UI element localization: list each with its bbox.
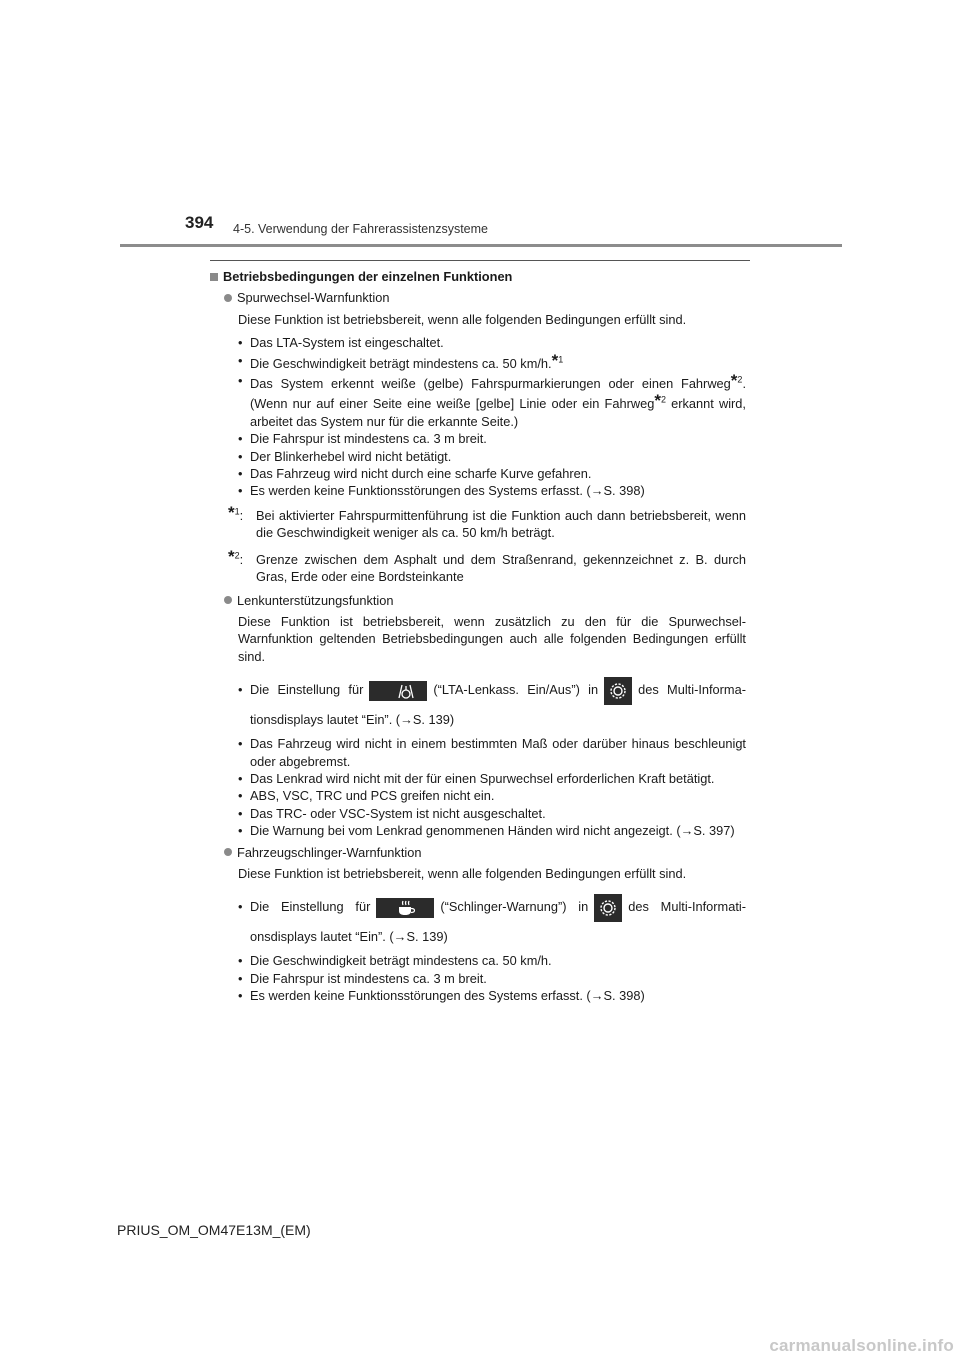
- settings-gear-icon: [604, 677, 632, 705]
- list-item: • Die Warnung bei vom Lenkrad genommenen Händen wird nicht angezeigt. (→S. 397): [238, 822, 746, 839]
- list-item: • Das Fahrzeug wird nicht durch eine scharfe Kurve gefahren.: [238, 465, 746, 482]
- list-item: • Das Fahrzeug wird nicht in einem bestimmten Maß oder darüber hinaus beschleunigt oder abgebremst.: [238, 735, 746, 770]
- lane-departure-intro: Diese Funktion ist betriebsbereit, wenn alle folgenden Bedingungen erfüllt sind.: [238, 311, 687, 327]
- list-item: • Die Einstellung für (“LTA-Lenkass. Ein/Aus”) in des Multi-Informa-tionsdisplays lautet “Ein”. (→S. 139): [238, 675, 746, 735]
- list-item: • Es werden keine Funktionsstörungen des Systems erfasst. (→S. 398): [238, 482, 746, 499]
- steering-assist-heading: Lenkunterstützungsfunktion: [210, 592, 746, 609]
- section-rule: [210, 260, 750, 261]
- list-item: • Das TRC- oder VSC-System ist nicht ausgeschaltet.: [238, 805, 746, 822]
- footnote-star: *: [654, 391, 661, 411]
- list-item: • Der Blinkerhebel wird nicht betätigt.: [238, 448, 746, 465]
- list-item: • Die Fahrspur ist mindestens ca. 3 m breit.: [238, 430, 746, 447]
- lane-departure-conditions: [238, 334, 746, 500]
- list-item: • Das Lenkrad wird nicht mit der für einen Spurwechsel erforderlichen Kraft betätigt.: [238, 770, 746, 787]
- steering-assist-intro: Diese Funktion ist betriebsbereit, wenn zusätzlich zu den für die Spurwechsel-Warnfunktion geltenden Betriebsbedingungen auch alle folgenden Bedingungen erfüllt sind.: [238, 613, 746, 664]
- settings-gear-icon: [594, 894, 622, 922]
- sway-warning-intro: Diese Funktion ist betriebsbereit, wenn alle folgenden Bedingungen erfüllt sind.: [238, 865, 687, 881]
- list-item: • Die Einstellung für (“Schlinger-Warnung”) in des Multi-Informati-onsdisplays lautet “Ein”. (→S. 139): [238, 892, 746, 952]
- page-number: 394: [185, 213, 214, 232]
- footnote-star: *: [228, 546, 235, 566]
- list-item: • ABS, VSC, TRC und PCS greifen nicht ein.: [238, 787, 746, 804]
- square-bullet-icon: [210, 273, 218, 281]
- sway-warning-heading: Fahrzeugschlinger-Warnfunktion: [210, 844, 746, 861]
- list-item: • Die Fahrspur ist mindestens ca. 3 m breit.: [238, 970, 746, 987]
- coffee-cup-icon: [376, 898, 434, 918]
- document-code: PRIUS_OM_OM47E13M_(EM): [117, 1222, 311, 1238]
- lane-departure-heading: Spurwechsel-Warnfunktion: [210, 289, 746, 306]
- list-item: • Die Geschwindigkeit beträgt mindestens ca. 50 km/h.*$^1$: [238, 352, 746, 372]
- steering-assist-conditions: [238, 675, 746, 839]
- list-item: • Es werden keine Funktionsstörungen des Systems erfasst. (→S. 398): [238, 987, 746, 1004]
- footnote-star: *: [551, 350, 559, 370]
- list-item: • Das System erkennt weiße (gelbe) Fahrspurmarkierungen oder einen Fahrweg*$^2$. (Wenn nur auf einer Seite eine weiße [gelbe] Linie oder ein Fahrweg*$^2$ erkannt wird, arbeitet das System nur für die erkannte Seite.): [238, 372, 746, 430]
- page-content: [210, 268, 746, 1009]
- footnote-2: *$^2$: Grenze zwischen dem Asphalt und dem Straßenrand, gekennzeichnet z. B. durch Gras, Erde oder eine Bordsteinkante: [228, 546, 746, 585]
- circle-bullet-icon: [224, 596, 232, 604]
- sway-warning-conditions: [238, 892, 746, 1004]
- circle-bullet-icon: [224, 294, 232, 302]
- list-item: • Das LTA-System ist eingeschaltet.: [238, 334, 746, 351]
- lta-steering-assist-icon: [369, 681, 427, 701]
- circle-bullet-icon: [224, 848, 232, 856]
- list-item: • Die Geschwindigkeit beträgt mindestens ca. 50 km/h.: [238, 952, 746, 969]
- footnote-1: *$^1$: Bei aktivierter Fahrspurmittenführung ist die Funktion auch dann betriebsbereit, wenn die Geschwindigkeit weniger als ca. 50 km/h beträgt.: [228, 502, 746, 541]
- section-heading: Betriebsbedingungen der einzelnen Funktionen: [210, 268, 746, 285]
- footnote-star: *: [730, 371, 738, 391]
- header-rule: [120, 244, 842, 247]
- footnote-star: *: [228, 502, 235, 522]
- watermark: carmanualsonline.info: [769, 1336, 954, 1355]
- chapter-title: 4-5. Verwendung der Fahrerassistenzsysteme: [233, 222, 488, 236]
